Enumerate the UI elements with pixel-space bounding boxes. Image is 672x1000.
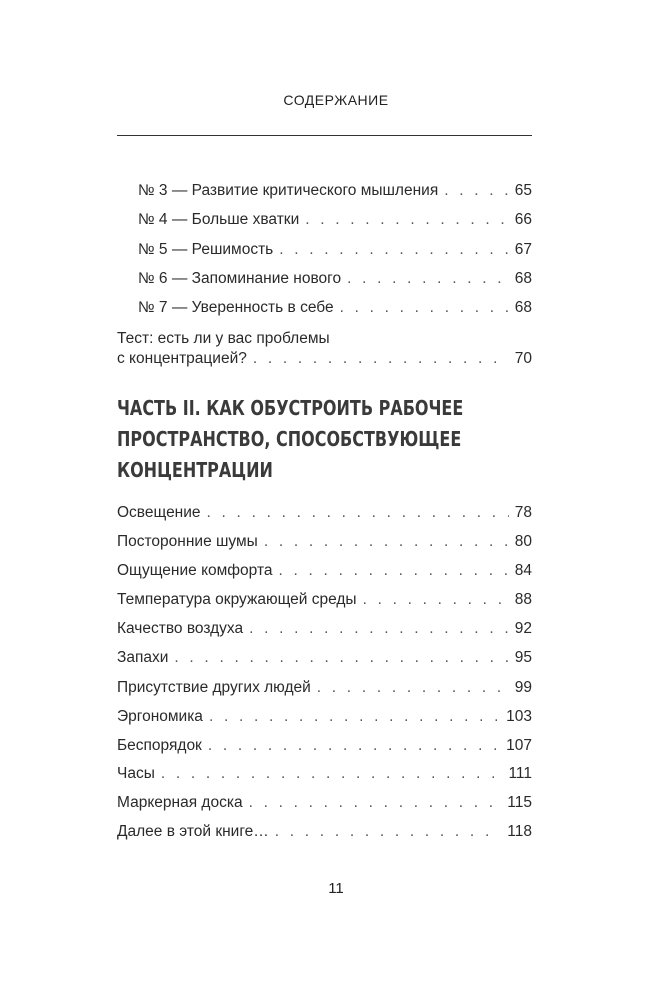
toc-entry-label: Освещение (117, 504, 201, 521)
dot-leader (264, 532, 509, 552)
toc-entry-label: Качество воздуха (117, 620, 244, 637)
toc-entry-label: № 5 — Решимость (138, 241, 274, 258)
toc-entry[interactable] (138, 210, 532, 230)
toc-entry[interactable] (117, 793, 532, 813)
dot-leader (253, 349, 509, 369)
toc-entry-page: 115 (507, 794, 532, 811)
toc-entry-page: 107 (506, 737, 532, 754)
toc-entry-page: 80 (514, 533, 532, 550)
dot-leader (279, 240, 509, 260)
dot-leader (275, 822, 502, 842)
dot-leader (305, 210, 509, 230)
toc-entry-page: 84 (514, 562, 532, 579)
toc-entry-page: 111 (508, 765, 532, 782)
toc-entry[interactable] (117, 707, 532, 727)
dot-leader (347, 269, 509, 289)
dot-leader (209, 707, 500, 727)
toc-entry-label: Эргономика (117, 708, 203, 725)
toc-entry-label: № 6 — Запоминание нового (138, 270, 342, 287)
toc-entry-label: Запахи (117, 649, 169, 666)
dot-leader (340, 298, 509, 318)
toc-entry-page: 118 (507, 823, 532, 840)
header-divider (117, 135, 532, 136)
toc-entry-page: 78 (514, 504, 532, 521)
page-header-title: СОДЕРЖАНИЕ (283, 92, 389, 108)
toc-entry[interactable] (138, 181, 532, 201)
toc-entry-page: 66 (514, 211, 532, 228)
toc-entry-page: 67 (514, 241, 532, 258)
toc-entry-label: Ощущение комфорта (117, 562, 273, 579)
toc-entry-page: 68 (514, 299, 532, 316)
section-heading (117, 393, 464, 486)
dot-leader (207, 503, 509, 523)
toc-entry-label: Температура окружающей среды (117, 591, 357, 608)
toc-entry[interactable] (138, 298, 532, 318)
dot-leader (317, 678, 509, 698)
toc-entry[interactable] (138, 269, 532, 289)
toc-entry[interactable] (117, 590, 532, 610)
dot-leader (249, 793, 502, 813)
toc-entry[interactable] (117, 736, 532, 756)
dot-leader (363, 590, 509, 610)
toc-entry-label: № 4 — Больше хватки (138, 211, 300, 228)
section-heading-line: ПРОСТРАНСТВО, СПОСОБСТВУЮЩЕЕ (117, 427, 462, 451)
toc-entry-label: Часы (117, 765, 155, 782)
toc-entry-test[interactable] (117, 349, 532, 369)
dot-leader (174, 648, 508, 668)
section-heading-line: КОНЦЕНТРАЦИИ (117, 458, 273, 482)
toc-entry[interactable] (117, 648, 532, 668)
toc-entry-test-label-line1[interactable]: Тест: есть ли у вас проблемы (117, 330, 330, 347)
toc-entry[interactable] (117, 678, 532, 698)
toc-entry-page: 88 (514, 591, 532, 608)
toc-entry[interactable] (117, 561, 532, 581)
toc-entry[interactable] (117, 822, 532, 842)
toc-entry[interactable] (117, 532, 532, 552)
dot-leader (208, 736, 500, 756)
toc-entry-page: 95 (514, 649, 532, 666)
section-heading-line: ЧАСТЬ II. КАК ОБУСТРОИТЬ РАБОЧЕЕ (117, 396, 464, 420)
toc-entry-label: Посторонние шумы (117, 533, 258, 550)
toc-entry-label: № 7 — Уверенность в себе (138, 299, 334, 316)
toc-entry-label: Беспорядок (117, 737, 202, 754)
toc-entry-page: 65 (514, 182, 532, 199)
page-number: 11 (328, 880, 344, 897)
toc-entry[interactable] (117, 503, 532, 523)
toc-entry-page: 70 (514, 350, 532, 367)
toc-entry-label: с концентрацией? (117, 350, 247, 367)
toc-entry-page: 92 (514, 620, 532, 637)
toc-entry-page: 68 (514, 270, 532, 287)
toc-entry-label: Присутствие других людей (117, 679, 311, 696)
toc-entry[interactable] (117, 764, 532, 784)
dot-leader (444, 181, 509, 201)
toc-entry[interactable] (117, 619, 532, 639)
toc-entry-page: 103 (506, 708, 532, 725)
toc-entry-label: № 3 — Развитие критического мышления (138, 182, 439, 199)
dot-leader (161, 764, 503, 784)
dot-leader (249, 619, 509, 639)
dot-leader (279, 561, 509, 581)
toc-entry-page: 99 (514, 679, 532, 696)
toc-entry[interactable] (138, 240, 532, 260)
toc-entry-label: Маркерная доска (117, 794, 243, 811)
toc-entry-label: Далее в этой книге… (117, 823, 269, 840)
